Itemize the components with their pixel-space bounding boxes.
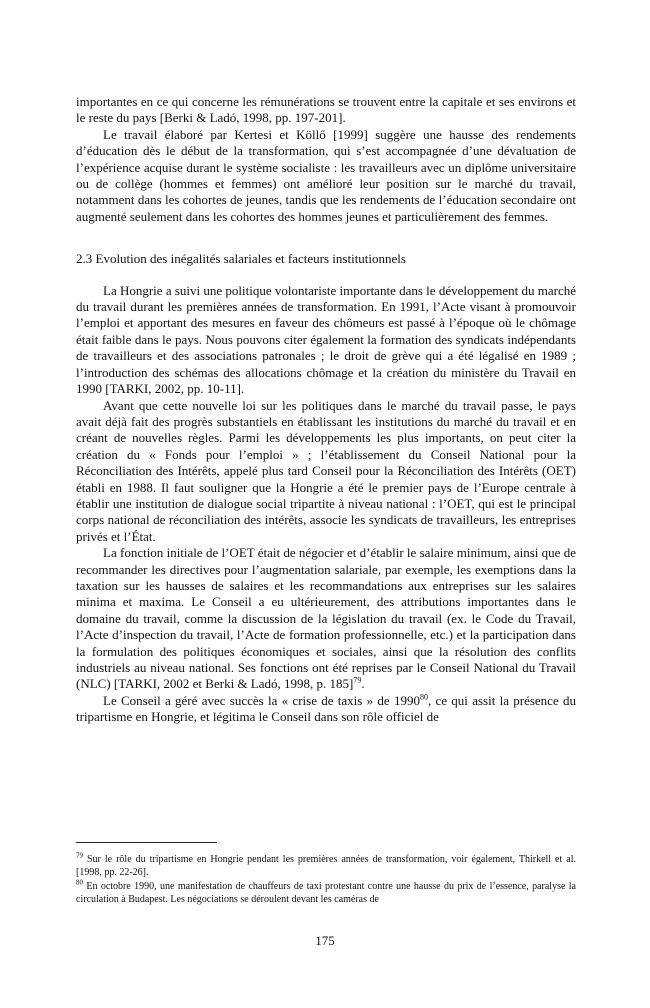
- footnote-80: [76, 878, 576, 906]
- paragraph: [76, 545, 576, 693]
- footnote-79: [76, 851, 576, 879]
- paragraph-text-end: , ce qui assit la présence du tripartisme en Hongrie, et légitima le Conseil dans son rôle officiel de: [76, 692, 576, 725]
- paragraph: Avant que cette nouvelle loi sur les politiques dans le marché du travail passe, le pays avait déjà fait des progrès substantiels en établissant les institutions du marché du travail et en créant de nouvelles règles. Parmi les développements les plus importants, on peut citer la création du « Fonds pour l’emploi » ; l’établissement du Conseil National pour la Réconciliation des Intérêts, appelé plus tard Conseil pour la Réconciliation des Intérêts (OET) établi en 1988. Il faut souligner que la Hongrie a été le premier pays de l’Europe centrale à établir une institution de dialogue social tripartite à niveau national : l’OET, qui est le principal corps national de réconciliation des intérêts, associe les syndicats de travailleurs, les entreprises privés et l’État.: [76, 397, 576, 544]
- footnote-number: 79: [76, 851, 83, 860]
- footnote-ref-79[interactable]: 79: [353, 676, 362, 686]
- footnote-text: En octobre 1990, une manifestation de chauffeurs de taxi protestant contre une hausse du prix de l’essence, paralyse la circulation à Budapest. Les négociations se déroulent devant les caméras de: [76, 881, 576, 905]
- section-heading: 2.3 Evolution des inégalités salariales et facteurs institutionnels: [76, 251, 406, 267]
- paragraph-text: Le Conseil a géré avec succès la « crise de taxis » de 1990: [103, 692, 420, 708]
- footnote-number: 80: [76, 878, 83, 887]
- paragraph-text-end: .: [361, 676, 365, 692]
- footnote-separator: [76, 842, 217, 843]
- paragraph-text: La fonction initiale de l’OET était de négocier et d’établir le salaire minimum, ainsi que de recommander les directives pour l’augmentation salariale, par exemple, les exemptions dans la taxation sur les hausses de salaires et les recommandations aux entreprises sur les salaires minima et maxima. Le Conseil a eu ultérieurement, des attributions importantes dans le domaine du travail, comme la discussion de la législation du travail (ex. le Code du Travail, l’Acte d’inspection du travail, l’Acte de formation professionnelle, etc.) et la participation dans la formulation des politiques économiques et sociales, ainsi que la résolution des conflits industriels au niveau national. Ses fonctions ont été reprises par le Conseil National du Travail (NLC) [TARKI, 2002 et Berki & Ladó, 1998, p. 185]: [76, 545, 576, 692]
- paragraph: importantes en ce qui concerne les rémunérations se trouvent entre la capitale et ses environs et le reste du pays [Berki & Ladó, 1998, pp. 197-201].: [76, 94, 576, 126]
- footnotes: [76, 851, 576, 908]
- page-body: [76, 94, 576, 726]
- footnote-ref-80[interactable]: 80: [419, 692, 428, 702]
- paragraph: Le travail élaboré par Kertesi et Köllő [1999] suggère une hausse des rendements d’éducation dès le début de la transformation, qui s’est accompagnée d’une dévaluation de l’expérience acquise durant le système socialiste : les travailleurs avec un diplôme universitaire ou de collège (hommes et femmes) ont amélioré leur position sur le marché du travail, notamment dans les cohortes de jeunes, tandis que les rendements de l’éducation secondaire ont augmenté seulement dans les cohortes des hommes jeunes et particulièrement des femmes.: [76, 126, 576, 224]
- paragraph: [76, 693, 576, 726]
- paragraph: La Hongrie a suivi une politique volontariste importante dans le développement du marché du travail durant les premières années de transformation. En 1991, l’Acte visant à promouvoir l’emploi et apportant des mesures en faveur des chômeurs est passé à l’époque où le chômage était faible dans le pays. Nous pouvons citer également la formation des syndicats indépendants de travailleurs et des associations patronales ; le droit de grève qui a été légalisé en 1989 ; l’introduction des schémas des allocations chômage et la création du ministère du Travail en 1990 [TARKI, 2002, pp. 10-11].: [76, 282, 576, 397]
- page-number: 175: [315, 933, 335, 948]
- footnote-text: Sur le rôle du tripartisme en Hongrie pendant les premières années de transformation, voir également, Thirkell et al. [1998, pp. 22-26].: [76, 854, 576, 878]
